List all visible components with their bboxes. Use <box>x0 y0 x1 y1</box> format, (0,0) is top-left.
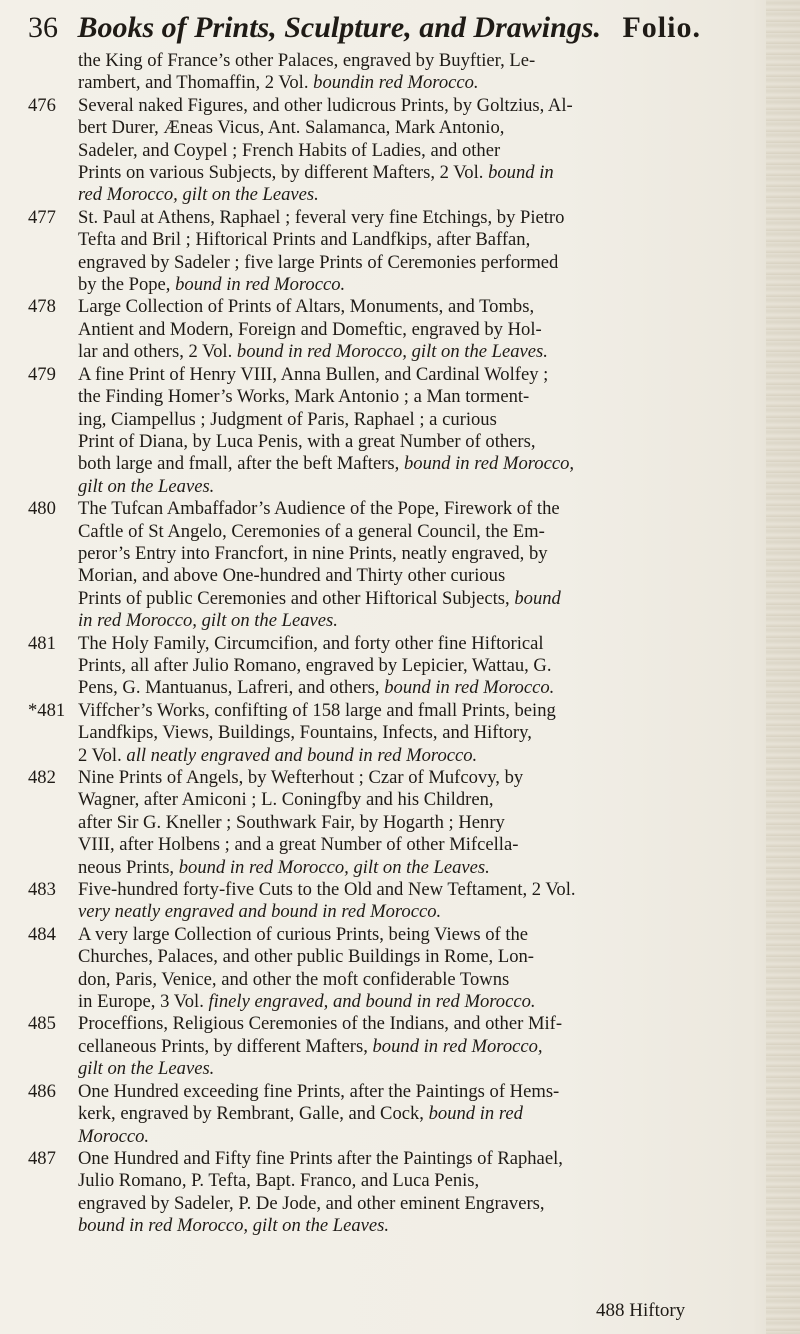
catalogue-entry <box>28 1148 746 1238</box>
binding-description: bound in red Morocco, gilt on the Leaves. <box>78 1215 390 1237</box>
entry-line <box>78 1126 746 1148</box>
lot-number: 483 <box>28 879 56 901</box>
binding-description: bound in red Morocco, gilt on the Leaves. <box>178 856 490 878</box>
entry-text: Proceffions, Religious Ceremonies of the Indians, and other Mif- <box>78 1013 563 1035</box>
entry-text: Antient and Modern, Foreign and Domeftic, engraved by Hol- <box>78 318 542 340</box>
binding-description: bound <box>514 587 561 609</box>
entry-line <box>78 341 746 363</box>
entry-text: Print of Diana, by Luca Penis, with a great Number of others, <box>78 430 536 452</box>
entry-text: neous Prints, <box>78 856 179 878</box>
entry-text: St. Paul at Athens, Raphael ; feveral very fine Etchings, by Pietro <box>78 206 565 228</box>
entry-line <box>78 924 746 946</box>
catalogue-entry <box>28 498 746 632</box>
binding-description: in red Morocco, gilt on the Leaves. <box>78 610 338 632</box>
entry-line <box>78 296 746 318</box>
entry-line <box>78 431 746 453</box>
entry-line <box>78 1058 746 1080</box>
lot-number: 480 <box>28 498 56 520</box>
lot-number: *481 <box>28 699 66 721</box>
catalogue-entry <box>28 1081 746 1148</box>
entry-line <box>78 319 746 341</box>
binding-description: red Morocco, gilt on the Leaves. <box>78 184 319 206</box>
entry-line <box>78 879 746 901</box>
entry-line <box>78 140 746 162</box>
entry-line <box>78 1148 746 1170</box>
catalogue-entry <box>28 207 746 297</box>
entry-line <box>78 364 746 386</box>
entry-text: Churches, Palaces, and other public Buildings in Rome, Lon- <box>78 946 534 968</box>
entry-text: Sadeler, and Coypel ; French Habits of Ladies, and other <box>78 139 501 161</box>
catalogue-entry <box>28 879 746 924</box>
entry-line <box>78 633 746 655</box>
catalogue-entry <box>28 924 746 1014</box>
binding-description: very neatly engraved and bound in red Morocco. <box>78 901 442 923</box>
entry-line <box>78 812 746 834</box>
binding-description: bound in <box>488 162 554 184</box>
entry-text: A fine Print of Henry VIII, Anna Bullen, and Cardinal Wolfey ; <box>78 363 549 385</box>
entry-line <box>78 901 746 923</box>
entry-line <box>78 476 746 498</box>
entry-line <box>78 700 746 722</box>
entry-line <box>78 274 746 296</box>
lot-number: 486 <box>28 1080 56 1102</box>
entry-text: The Holy Family, Circumcifion, and forty other fine Hiftorical <box>78 632 544 654</box>
entry-text: cellaneous Prints, by different Mafters, <box>78 1035 373 1057</box>
lot-number: 479 <box>28 363 56 385</box>
entry-line <box>78 184 746 206</box>
entry-line <box>78 498 746 520</box>
entry-text: Wagner, after Amiconi ; L. Coningfby and his Children, <box>78 789 494 811</box>
entry-text: Prints of public Ceremonies and other Hiftorical Subjects, <box>78 587 515 609</box>
entry-text: bert Durer, Æneas Vicus, Ant. Salamanca, Mark Antonio, <box>78 117 505 139</box>
binding-description: bound in red Morocco, <box>372 1035 543 1057</box>
lot-number: 481 <box>28 632 56 654</box>
entry-text: Prints, all after Julio Romano, engraved by Lepicier, Wattau, G. <box>78 654 552 676</box>
entry-text: Landfkips, Views, Buildings, Fountains, Infects, and Hiftory, <box>78 722 532 744</box>
entry-line <box>78 991 746 1013</box>
entry-text: VIII, after Holbens ; and a great Number of other Mifcella- <box>78 834 519 856</box>
entry-text: Nine Prints of Angels, by Wefterhout ; Czar of Mufcovy, by <box>78 767 524 788</box>
catalogue-entry <box>28 1013 746 1080</box>
page-title: Books of Prints, Sculpture, and Drawings. <box>77 11 601 44</box>
entry-line <box>78 610 746 632</box>
entry-line <box>78 767 746 789</box>
entry-line <box>78 162 746 184</box>
entry-line <box>78 1170 746 1192</box>
entry-text: One Hundred and Fifty fine Prints after the Paintings of Raphael, <box>78 1147 563 1169</box>
binding-description: Morocco. <box>78 1125 150 1147</box>
catalogue-entry <box>28 95 746 207</box>
page-format: Folio. <box>622 11 701 44</box>
lot-number: 478 <box>28 296 56 318</box>
catalogue-entry <box>28 700 746 767</box>
entry-line <box>78 857 746 879</box>
page-edge-shadow <box>766 0 800 1334</box>
entry-text: Five-hundred forty-five Cuts to the Old and New Teftament, 2 Vol. <box>78 879 576 901</box>
entry-line <box>78 521 746 543</box>
entry-text: the Finding Homer’s Works, Mark Antonio ; a Man torment- <box>78 386 530 408</box>
entry-line <box>78 1013 746 1035</box>
entry-line <box>78 386 746 408</box>
entry-line <box>78 1036 746 1058</box>
entry-line <box>78 117 746 139</box>
binding-description: bound in red Morocco. <box>384 677 555 699</box>
entry-text: Large Collection of Prints of Altars, Monuments, and Tombs, <box>78 296 535 318</box>
entry-line <box>78 252 746 274</box>
entry-text: One Hundred exceeding fine Prints, after the Paintings of Hems- <box>78 1080 560 1102</box>
entry-text: kerk, engraved by Rembrant, Galle, and Cock, <box>78 1103 429 1125</box>
entry-line <box>78 543 746 565</box>
entry-text: ing, Ciampellus ; Judgment of Paris, Raphael ; a curious <box>78 408 497 430</box>
entry-line <box>78 95 746 117</box>
entry-line <box>78 229 746 251</box>
catalogue-entry <box>28 767 746 879</box>
entry-line <box>78 50 746 72</box>
entry-line <box>78 72 746 94</box>
catalogue-entry <box>28 50 746 95</box>
entry-line <box>78 1081 746 1103</box>
entry-line <box>78 588 746 610</box>
entry-line <box>78 409 746 431</box>
entry-line <box>78 1193 746 1215</box>
lot-number: 484 <box>28 923 56 945</box>
entry-text: Tefta and Bril ; Hiftorical Prints and Landfkips, after Baffan, <box>78 229 531 251</box>
catalogue-entry <box>28 633 746 700</box>
entry-line <box>78 453 746 475</box>
entry-text: Caftle of St Angelo, Ceremonies of a general Council, the Em- <box>78 520 545 542</box>
catalogue-entries <box>28 50 746 1238</box>
entry-line <box>78 207 746 229</box>
lot-number: 476 <box>28 94 56 116</box>
entry-line <box>78 565 746 587</box>
binding-description: finely engraved, and bound in red Morocco. <box>208 991 536 1013</box>
entry-line <box>78 946 746 968</box>
entry-text: Prints on various Subjects, by different Mafters, 2 Vol. <box>78 162 489 184</box>
entry-text: the King of France’s other Palaces, engraved by Buyftier, Le- <box>78 50 536 71</box>
page-number: 36 <box>28 11 58 44</box>
lot-number: 477 <box>28 206 56 228</box>
entry-line <box>78 969 746 991</box>
catchword: 488 Hiftory <box>596 1300 686 1321</box>
entry-text: engraved by Sadeler, P. De Jode, and other eminent Engravers, <box>78 1192 545 1214</box>
binding-description: bound in red Morocco, <box>403 453 575 475</box>
binding-description: bound in red <box>428 1103 523 1125</box>
entry-line <box>78 1215 746 1237</box>
entry-line <box>78 1103 746 1125</box>
binding-description: bound in red Morocco. <box>175 274 346 296</box>
entry-text: engraved by Sadeler ; five large Prints of Ceremonies performed <box>78 251 559 273</box>
catalogue-entry <box>28 364 746 498</box>
entry-line <box>78 834 746 856</box>
entry-line <box>78 745 746 767</box>
entry-text: both large and fmall, after the beft Mafters, <box>78 453 404 475</box>
entry-text: peror’s Entry into Francfort, in nine Prints, neatly engraved, by <box>78 542 548 564</box>
entry-text: Pens, G. Mantuanus, Lafreri, and others, <box>78 677 385 699</box>
lot-number: 482 <box>28 767 56 788</box>
entry-text: after Sir G. Kneller ; Southwark Fair, by Hogarth ; Henry <box>78 811 505 833</box>
entry-text: Morian, and above One-hundred and Thirty other curious <box>78 565 506 587</box>
entry-line <box>78 655 746 677</box>
lot-number: 485 <box>28 1013 56 1035</box>
catalogue-entry <box>28 296 746 363</box>
binding-description: boundin red Morocco. <box>313 72 479 94</box>
binding-description: gilt on the Leaves. <box>78 1058 215 1080</box>
entry-text: rambert, and Thomaffin, 2 Vol. <box>78 72 314 94</box>
entry-text: The Tufcan Ambaffador’s Audience of the Pope, Firework of the <box>78 498 560 520</box>
binding-description: all neatly engraved and bound in red Morocco. <box>126 744 478 766</box>
entry-text: 2 Vol. <box>78 744 127 766</box>
page-header <box>28 6 748 50</box>
entry-text: Julio Romano, P. Tefta, Bapt. Franco, and Luca Penis, <box>78 1170 480 1192</box>
entry-text: lar and others, 2 Vol. <box>78 341 237 363</box>
entry-text: Viffcher’s Works, confifting of 158 large and fmall Prints, being <box>78 699 556 721</box>
binding-description: gilt on the Leaves. <box>78 475 215 497</box>
entry-text: don, Paris, Venice, and other the moft confiderable Towns <box>78 968 510 990</box>
entry-line <box>78 722 746 744</box>
entry-line <box>78 789 746 811</box>
entry-text: in Europe, 3 Vol. <box>78 991 209 1013</box>
entry-text: by the Pope, <box>78 274 176 296</box>
lot-number: 487 <box>28 1147 56 1169</box>
entry-text: A very large Collection of curious Prints, being Views of the <box>78 923 529 945</box>
entry-text: Several naked Figures, and other ludicrous Prints, by Goltzius, Al- <box>78 94 573 116</box>
entry-line <box>78 677 746 699</box>
binding-description: bound in red Morocco, gilt on the Leaves. <box>236 341 548 363</box>
